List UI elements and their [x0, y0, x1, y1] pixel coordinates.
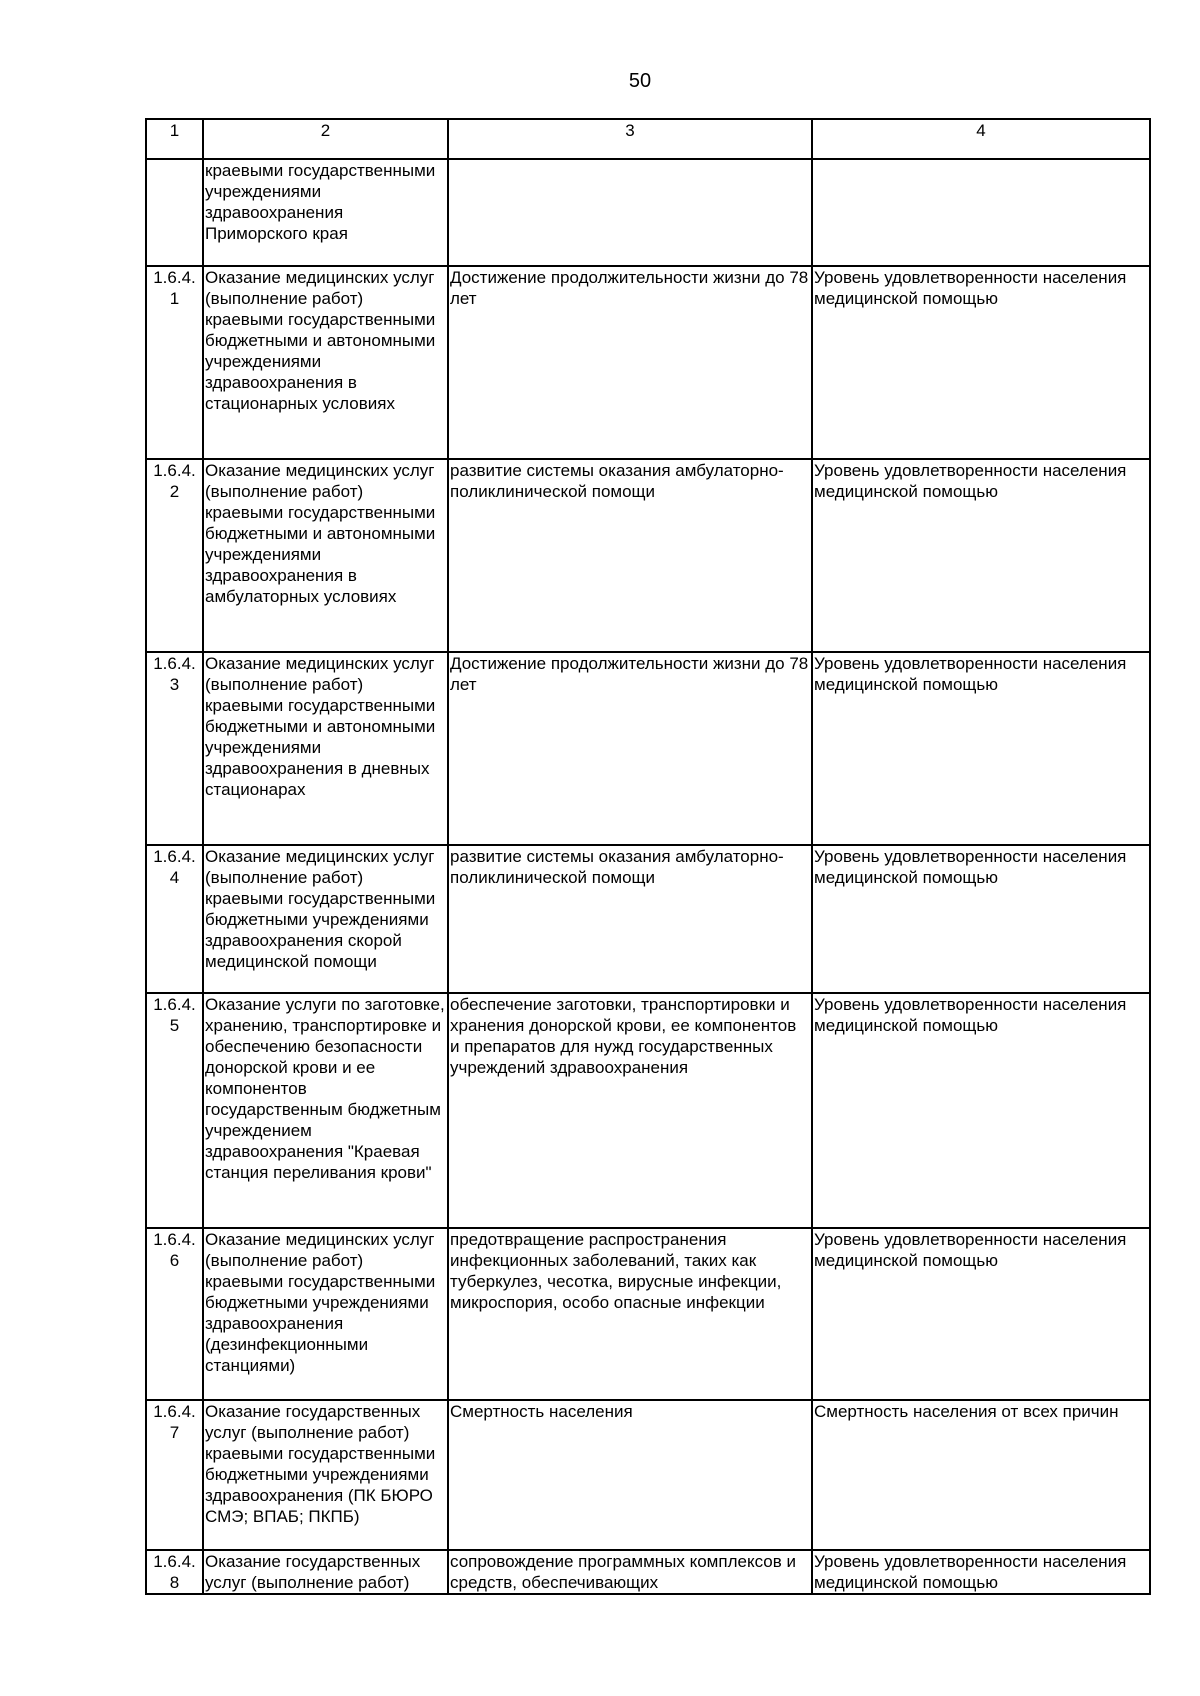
- table-header-row: [146, 119, 1150, 159]
- goal-cell: Достижение продолжительности жизни до 78 лет: [448, 266, 812, 459]
- table-row: [146, 652, 1150, 845]
- goal-cell: [448, 159, 812, 266]
- document-table: [145, 118, 1151, 1595]
- indicator-cell: Смертность населения от всех причин: [812, 1400, 1150, 1550]
- goal-cell: обеспечение заготовки, транспортировки и хранения донорской крови, ее компонентов и препаратов для нужд государственных учреждений здравоохранения: [448, 993, 812, 1228]
- activity-cell: Оказание услуги по заготовке, хранению, транспортировке и обеспечению безопасности донорской крови и ее компонентов государственным бюджетным учреждением здравоохранения "Краевая станция переливания крови": [203, 993, 448, 1228]
- table-row: [146, 845, 1150, 993]
- activity-cell: Оказание медицинских услуг (выполнение работ) краевыми государственными бюджетными и автономными учреждениями здравоохранения в дневных стационарах: [203, 652, 448, 845]
- row-number: 1.6.4. 7: [146, 1400, 203, 1550]
- goal-cell: Достижение продолжительности жизни до 78 лет: [448, 652, 812, 845]
- row-number: 1.6.4. 5: [146, 993, 203, 1228]
- indicator-cell: Уровень удовлетворенности населения медицинской помощью: [812, 845, 1150, 993]
- row-number: 1.6.4. 3: [146, 652, 203, 845]
- table-row: [146, 459, 1150, 652]
- header-col-1: 1: [146, 119, 203, 159]
- indicator-cell: Уровень удовлетворенности населения медицинской помощью: [812, 459, 1150, 652]
- goal-cell: Смертность населения: [448, 1400, 812, 1550]
- table-row: [146, 993, 1150, 1228]
- indicator-cell: [812, 159, 1150, 266]
- row-number: 1.6.4. 1: [146, 266, 203, 459]
- table-row: [146, 266, 1150, 459]
- row-number: 1.6.4. 6: [146, 1228, 203, 1400]
- activity-cell: Оказание медицинских услуг (выполнение работ) краевыми государственными бюджетными и автономными учреждениями здравоохранения в стационарных условиях: [203, 266, 448, 459]
- indicator-cell: Уровень удовлетворенности населения медицинской помощью: [812, 266, 1150, 459]
- goal-cell: развитие системы оказания амбулаторно-поликлинической помощи: [448, 459, 812, 652]
- table-body: [146, 159, 1150, 1594]
- row-number: [146, 159, 203, 266]
- row-number: 1.6.4. 4: [146, 845, 203, 993]
- activity-cell: Оказание медицинских услуг (выполнение работ) краевыми государственными бюджетными учреждениями здравоохранения (дезинфекционными станциями): [203, 1228, 448, 1400]
- activity-cell: Оказание государственных услуг (выполнение работ): [203, 1550, 448, 1594]
- indicator-cell: Уровень удовлетворенности населения медицинской помощью: [812, 993, 1150, 1228]
- activity-cell: краевыми государственными учреждениями здравоохранения Приморского края: [203, 159, 448, 266]
- table-row: [146, 1228, 1150, 1400]
- header-col-3: 3: [448, 119, 812, 159]
- goal-cell: предотвращение распространения инфекционных заболеваний, таких как туберкулез, чесотка, вирусные инфекции, микроспория, особо опасные инфекции: [448, 1228, 812, 1400]
- activity-cell: Оказание государственных услуг (выполнение работ) краевыми государственными бюджетными учреждениями здравоохранения (ПК БЮРО СМЭ; ВПАБ; ПКПБ): [203, 1400, 448, 1550]
- table-row: [146, 159, 1150, 266]
- goal-cell: развитие системы оказания амбулаторно-поликлинической помощи: [448, 845, 812, 993]
- activity-cell: Оказание медицинских услуг (выполнение работ) краевыми государственными бюджетными учреждениями здравоохранения скорой медицинской помощи: [203, 845, 448, 993]
- table-row: [146, 1550, 1150, 1594]
- indicator-cell: Уровень удовлетворенности населения медицинской помощью: [812, 1550, 1150, 1594]
- goal-cell: сопровождение программных комплексов и средств, обеспечивающих: [448, 1550, 812, 1594]
- row-number: 1.6.4. 2: [146, 459, 203, 652]
- page-number: 50: [628, 70, 652, 92]
- indicator-cell: Уровень удовлетворенности населения медицинской помощью: [812, 1228, 1150, 1400]
- activity-cell: Оказание медицинских услуг (выполнение работ) краевыми государственными бюджетными и автономными учреждениями здравоохранения в амбулаторных условиях: [203, 459, 448, 652]
- header-col-2: 2: [203, 119, 448, 159]
- row-number: 1.6.4. 8: [146, 1550, 203, 1594]
- header-col-4: 4: [812, 119, 1150, 159]
- table-row: [146, 1400, 1150, 1550]
- indicator-cell: Уровень удовлетворенности населения медицинской помощью: [812, 652, 1150, 845]
